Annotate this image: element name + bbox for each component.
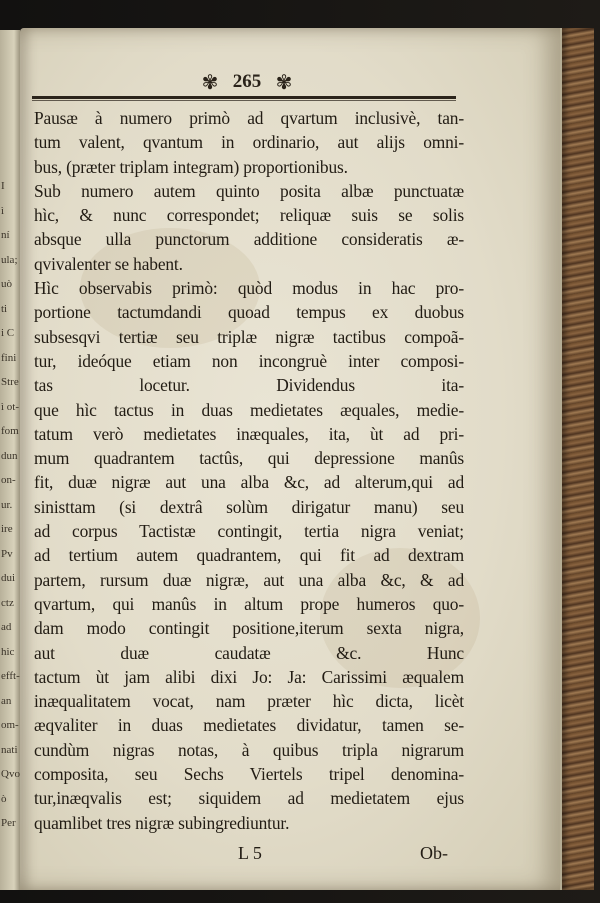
facing-page-fragment: Pv <box>1 547 13 560</box>
text-line: portione tactumdandi quoad tempus ex duobus <box>34 302 464 323</box>
facing-page-fragment: I <box>1 180 5 192</box>
text-line: aut duæ caudatæ &c. Hunc <box>34 642 464 663</box>
text-line: qvivalenter se habent. <box>34 253 183 274</box>
text-line: inæqualitatem vocat, nam præter hìc dicta, licèt <box>34 691 464 712</box>
text-line: fit, duæ nigræ aut una alba &c, ad alterum,qui ad <box>34 472 464 493</box>
facing-page-fragment: ula; <box>1 253 18 266</box>
text-line: quamlibet tres nigræ subingrediuntur. <box>34 812 290 833</box>
text-line: tatum verò medietates inæquales, ita, ùt ad pri- <box>34 423 464 444</box>
facing-page-fragment: om- <box>1 719 19 731</box>
text-line: qvartum, qui manûs in altum prope humeros quo- <box>34 593 464 614</box>
header-rule <box>32 96 456 99</box>
facing-page-fragment: uò <box>1 278 12 290</box>
facing-page-fragment: ò <box>1 792 7 805</box>
text-line: Pausæ à numero primò ad qvartum inclusivè, tan- <box>34 108 464 128</box>
text-line: æqvaliter in duas medietates dividatur, tamen se- <box>34 715 464 736</box>
text-line: subsesqvi tertiæ seu triplæ nigræ tactibus compoã- <box>34 326 464 347</box>
facing-page-fragment: ní <box>1 229 10 241</box>
facing-page-fragment: Qvo <box>1 768 20 780</box>
facing-page-fragment: on- <box>1 474 16 486</box>
facing-page-fragment: nati <box>1 743 18 756</box>
text-line: absque ulla punctorum additione consideratis æ- <box>34 229 464 250</box>
signature-mark: L 5 <box>238 843 262 863</box>
facing-page-fragment: ire <box>1 523 13 535</box>
text-line: dam modo contingit positione,iterum sexta nigra, <box>34 618 464 639</box>
text-line: bus, (præter triplam integram) proportionibus. <box>34 156 348 177</box>
flower-ornament-icon: ✾ <box>201 70 219 94</box>
flower-ornament-icon: ✾ <box>275 70 293 94</box>
header-rule-thin <box>32 100 456 101</box>
book-page <box>20 28 565 890</box>
facing-page-fragment: fini <box>1 351 17 364</box>
text-line: ad tertium autem quadrantem, qui fit ad dextram <box>34 545 464 566</box>
text-line: que hìc tactus in duas medietates æquales, medie- <box>34 399 464 420</box>
marbled-fore-edge <box>560 28 594 890</box>
text-line: Sub numero autem quinto posita albæ punctuatæ <box>34 180 464 201</box>
facing-page-fragment: ì ot- <box>1 400 20 413</box>
text-line: tactum ùt jam alibi dixi Jo: Ja: Carissimi æqualem <box>34 666 464 687</box>
text-line: ad corpus Tactistæ contingit, tertia nigra veniat; <box>34 521 464 542</box>
facing-page-fragment: ti <box>1 302 8 315</box>
page-number: 265 <box>232 71 262 92</box>
catchword: Ob- <box>420 843 448 863</box>
text-line: tas locetur. Dividendus ita- <box>34 375 464 396</box>
text-line: Hìc observabis primò: quòd modus in hac pro- <box>34 278 464 299</box>
facing-page-fragment: dun <box>1 449 18 462</box>
body-text <box>34 106 464 835</box>
text-line: composita, seu Sechs Viertels tripel denomina- <box>34 764 464 785</box>
facing-page-fragment: ad <box>1 621 12 633</box>
facing-page-fragment: ctz <box>1 596 14 609</box>
facing-page-fragment: Stre <box>1 376 19 388</box>
facing-page-fragment: fom <box>1 425 19 437</box>
text-line: sinisttam (si dextrâ solùm dirigatur manu) seu <box>34 496 464 517</box>
facing-page-fragment: i C <box>1 327 15 339</box>
facing-page-fragment: ur. <box>1 498 13 511</box>
facing-page-fragment: Per <box>1 817 16 829</box>
facing-page-edge <box>0 30 20 890</box>
facing-page-fragment: hic <box>1 645 15 658</box>
text-line: cundùm nigras notas, à quibus tripla nigrarum <box>34 739 464 760</box>
facing-page-fragment: dui <box>1 572 16 584</box>
text-line: tur, ideóque etiam non incongruè inter composi- <box>34 350 464 371</box>
facing-page-fragment: an <box>1 694 12 707</box>
text-line: partem, rursum duæ nigræ, aut una alba &c, & ad <box>34 569 464 590</box>
facing-page-fragment: ì <box>1 204 5 217</box>
text-line: tur,inæqvalis est; siquidem ad medietatem ejus <box>34 788 464 809</box>
text-line: tum valent, qvantum in ordinario, aut alijs omni- <box>34 132 464 153</box>
text-line: hìc, & nunc correspondet; reliquæ suis se solis <box>34 205 464 226</box>
text-line: mum quadrantem tactûs, qui depressione manûs <box>34 448 464 469</box>
facing-page-fragment: efft- <box>1 670 20 682</box>
page-footer <box>20 843 565 869</box>
page-header <box>20 68 565 98</box>
